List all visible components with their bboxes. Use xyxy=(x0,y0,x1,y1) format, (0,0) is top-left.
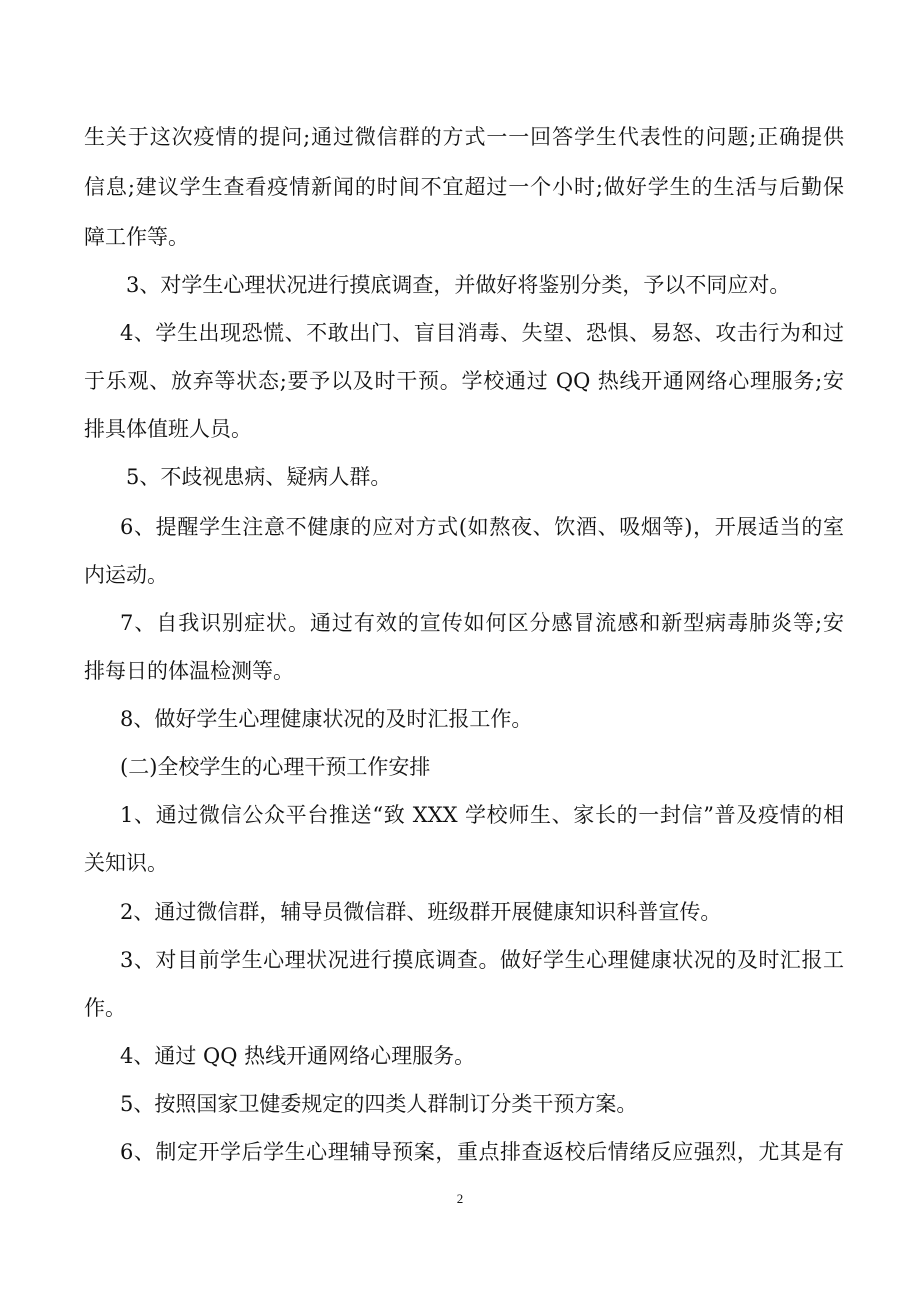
text-line: 5、不歧视患病、疑病人群。 xyxy=(126,465,392,489)
text-line: 生关于这次疫情的提问;通过微信群的方式一一回答学生代表性的问题;正确提供 xyxy=(84,125,844,149)
page-number: 2 xyxy=(456,1191,464,1206)
text-line: 排具体值班人员。 xyxy=(84,417,252,441)
text-line: 4、通过 QQ 热线开通网络心理服务。 xyxy=(120,1044,476,1068)
section-heading: (二)全校学生的心理干预工作安排 xyxy=(120,755,431,779)
text-line: 5、按照国家卫健委规定的四类人群制订分类干预方案。 xyxy=(120,1092,638,1116)
text-line: 信息;建议学生查看疫情新闻的时间不宜超过一个小时;做好学生的生活与后勤保 xyxy=(84,175,844,199)
text-line: 排每日的体温检测等。 xyxy=(84,659,294,683)
text-line: 7、自我识别症状。通过有效的宣传如何区分感冒流感和新型病毒肺炎等;安 xyxy=(120,611,844,635)
text-line: 3、对目前学生心理状况进行摸底调查。做好学生心理健康状况的及时汇报工 xyxy=(120,948,844,972)
text-line: 障工作等。 xyxy=(84,225,189,249)
text-line: 内运动。 xyxy=(84,563,168,587)
text-line: 3、对学生心理状况进行摸底调查，并做好将鉴别分类，予以不同应对。 xyxy=(126,273,791,297)
text-line: 6、提醒学生注意不健康的应对方式(如熬夜、饮酒、吸烟等)，开展适当的室 xyxy=(120,515,844,539)
text-line: 关知识。 xyxy=(84,851,168,875)
text-line: 1、通过微信公众平台推送“致 XXX 学校师生、家长的一封信”普及疫情的相 xyxy=(120,803,844,827)
text-line: 6、制定开学后学生心理辅导预案，重点排查返校后情绪反应强烈，尤其是有 xyxy=(120,1140,844,1164)
text-line: 8、做好学生心理健康状况的及时汇报工作。 xyxy=(120,707,533,731)
text-line: 作。 xyxy=(84,996,126,1020)
text-line: 于乐观、放弃等状态;要予以及时干预。学校通过 QQ 热线开通网络心理服务;安 xyxy=(84,369,844,393)
text-line: 2、通过微信群，辅导员微信群、班级群开展健康知识科普宣传。 xyxy=(120,900,722,924)
text-line: 4、学生出现恐慌、不敢出门、盲目消毒、失望、恐惧、易怒、攻击行为和过 xyxy=(120,321,844,345)
